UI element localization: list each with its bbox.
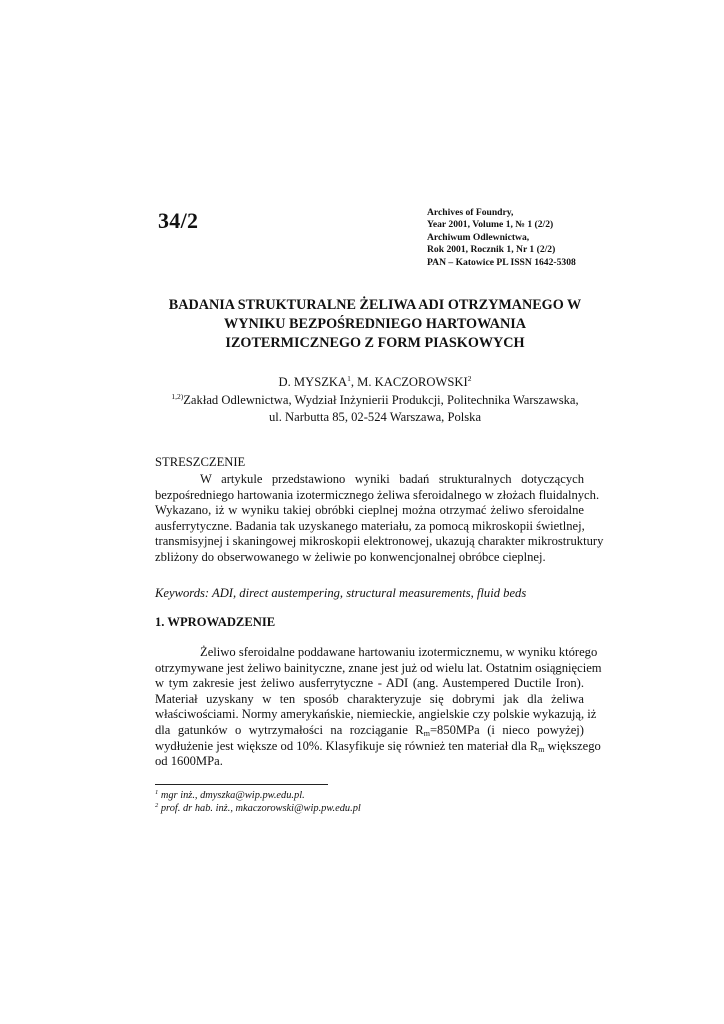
title-line: WYNIKU BEZPOŚREDNIEGO HARTOWANIA [224, 316, 526, 332]
affiliation-mark: 1,2) [171, 391, 184, 401]
text-line: Żeliwo sferoidalne poddawane hartowaniu izotermicznemu, w wyniku którego [200, 645, 598, 659]
affiliation [100, 392, 650, 410]
journal-info [427, 207, 576, 269]
abstract-heading: STRESZCZENIE [155, 455, 246, 469]
author-1-mark: 1 [347, 374, 351, 383]
text-line: W artykule przedstawiono wyniki badań strukturalnych dotyczących [200, 472, 584, 486]
paper-number: 34/2 [158, 208, 199, 233]
text-fragment: dla gatunków o wytrzymałości na rozciąganie R [155, 722, 424, 737]
text-line: ausferrytyczne. Badania tak uzyskanego materiału, za pomocą mikroskopii świetlnej, [155, 518, 585, 533]
text-line: właściwościami. Normy amerykańskie, niemieckie, angielskie czy polskie wykazują, iż [155, 707, 597, 722]
subscript: m [538, 744, 545, 754]
title-line: BADANIA STRUKTURALNE ŻELIWA ADI OTRZYMANEGO W [168, 297, 582, 313]
text-line: Materiał uzyskany w ten sposób charakteryzuje się dobrymi jak dla żeliwa [155, 691, 584, 706]
text-fragment: większego [544, 738, 601, 753]
footnote-mark: 2 [155, 802, 159, 809]
text-line: w tym zakresie jest żeliwo ausferrytyczne - ADI (ang. Austempered Ductile Iron). [155, 676, 584, 691]
text-line: otrzymywane jest żeliwo bainityczne, znane jest już od wielu lat. Ostatnim osiągnięciem [155, 660, 602, 675]
text-line: zbliżony do obserwowanego w żeliwie po konwencjonalnej obróbce cieplnej. [155, 549, 546, 564]
journal-line: Year 2001, Volume 1, № 1 (2/2) [427, 219, 554, 231]
section-heading: 1. WPROWADZENIE [155, 615, 276, 629]
text-fragment: =850MPa (i nieco powyżej) [429, 722, 584, 737]
introduction-text [155, 645, 602, 770]
abstract-text [155, 472, 604, 566]
text-line [155, 723, 584, 739]
keywords: Keywords: ADI, direct austempering, structural measurements, fluid beds [155, 586, 527, 600]
text-line: Wykazano, iż w wyniku takiej obróbki cieplnej można otrzymać żeliwo sferoidalne [155, 503, 584, 518]
authors-block [100, 374, 650, 427]
author-1: D. MYSZKA [278, 375, 348, 389]
footnote-text: mgr inż., dmyszka@wip.pw.edu.pl. [158, 790, 305, 801]
affiliation-line-2: ul. Narbutta 85, 02-524 Warszawa, Polska [268, 410, 482, 424]
footnote [155, 802, 361, 815]
text-line: bezpośredniego hartowania izotermicznego żeliwa sferoidalnego w złożach fluidalnych. [155, 487, 600, 502]
author-names [100, 374, 650, 392]
author-separator: , [350, 375, 358, 389]
journal-line: Rok 2001, Rocznik 1, Nr 1 (2/2) [427, 244, 556, 256]
affiliation-line-1: Zakład Odlewnictwa, Wydział Inżynierii Produkcji, Politechnika Warszawska, [183, 392, 579, 407]
footnote-mark: 1 [155, 789, 159, 796]
journal-line: Archiwum Odlewnictwa, [427, 231, 530, 243]
footnote-divider [155, 784, 328, 785]
journal-line: Archives of Foundry, [427, 207, 514, 218]
text-fragment: wydłużenie jest większe od 10%. Klasyfikuje się również ten materiał dla R [155, 738, 539, 753]
text-line [155, 738, 601, 755]
title-line: IZOTERMICZNEGO Z FORM PIASKOWYCH [225, 335, 525, 351]
footnote-text: prof. dr hab. inż., mkaczorowski@wip.pw.edu.pl [158, 803, 361, 814]
author-2-mark: 2 [467, 374, 472, 383]
text-line: transmisyjnej i skaningowej mikroskopii elektronowej, ukazują charakter mikrostruktury [155, 534, 604, 549]
footnote [155, 789, 361, 802]
subscript: m [423, 728, 430, 738]
footnotes [155, 789, 361, 815]
journal-line: PAN – Katowice PL ISSN 1642-5308 [427, 256, 576, 268]
paper-title [100, 296, 650, 353]
author-2: M. KACZOROWSKI [357, 375, 468, 389]
text-line: od 1600MPa. [155, 754, 223, 769]
